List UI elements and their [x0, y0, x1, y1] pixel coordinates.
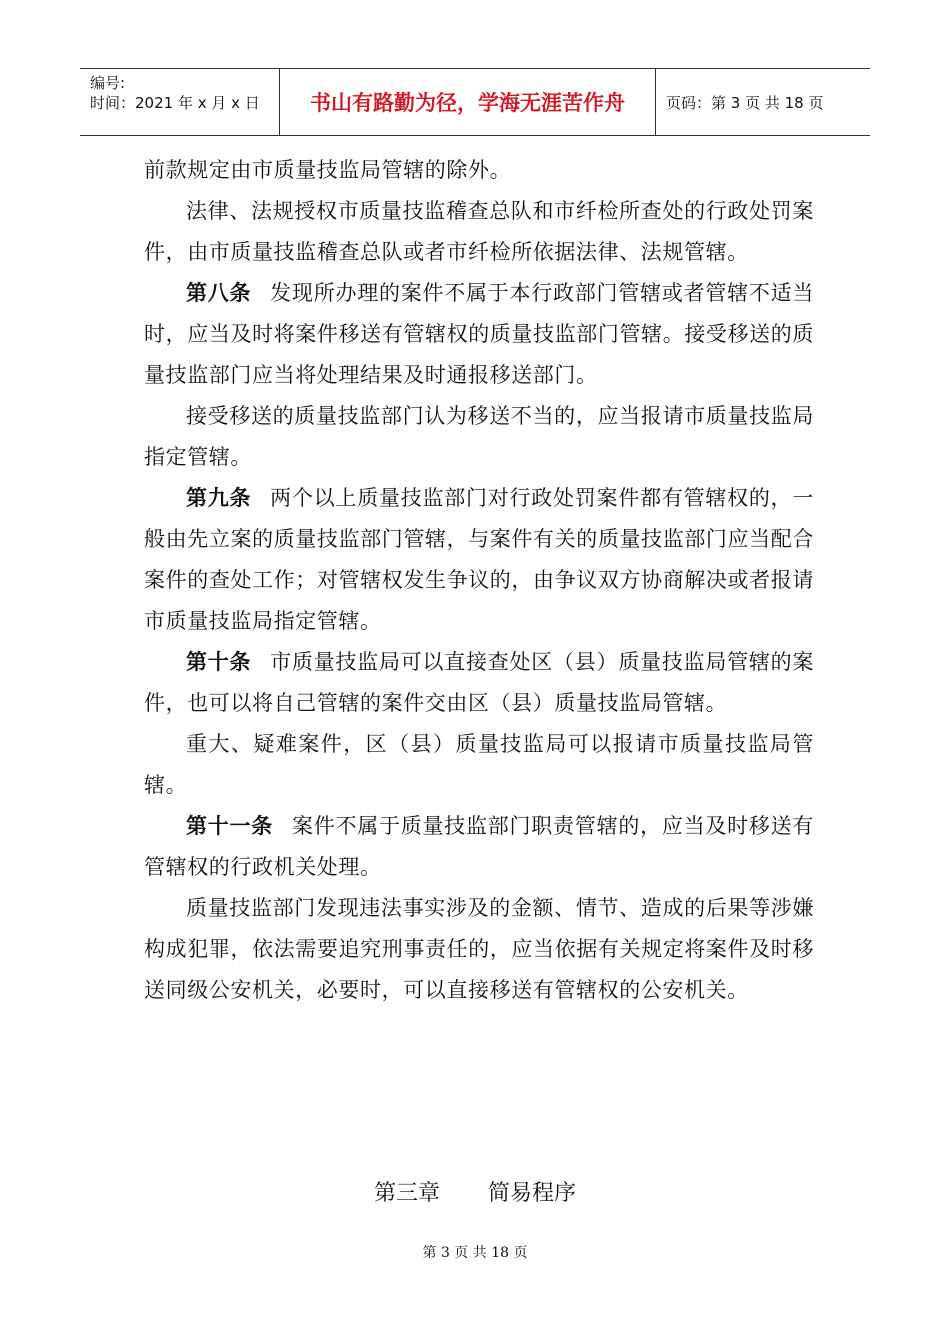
document-number-label: 编号: — [90, 74, 126, 92]
paragraph — [144, 191, 814, 273]
paragraph-text: 法律、法规授权市质量技监稽查总队和市纤检所查处的行政处罚案件，由市质量技监稽查总队或者市纤检所依据法律、法规管辖。 — [144, 199, 814, 264]
article-number: 第十条 — [186, 650, 252, 674]
header-page-info: 页码：第 3 页 共 18 页 — [666, 93, 824, 112]
paragraph-text: 重大、疑难案件，区（县）质量技监局可以报请市质量技监局管辖。 — [144, 732, 814, 797]
article-paragraph — [144, 806, 814, 888]
article-paragraph — [144, 478, 814, 642]
article-number: 第八条 — [186, 281, 252, 305]
paragraph-text: 前款规定由市质量技监局管辖的除外。 — [144, 158, 512, 182]
page-footer: 第 3 页 共 18 页 — [422, 1245, 528, 1261]
article-number: 第十一条 — [186, 814, 274, 838]
chapter-title: 简易程序 — [488, 1181, 577, 1206]
paragraph-text: 发现所办理的案件不属于本行政部门管辖或者管辖不适当时，应当及时将案件移送有管辖权的质量技监部门管辖。接受移送的质量技监部门应当将处理结果及时通报移送部门。 — [144, 281, 814, 387]
paragraph — [144, 724, 814, 806]
paragraph-text: 接受移送的质量技监部门认为移送不当的，应当报请市质量技监局指定管辖。 — [144, 404, 814, 469]
page-header — [80, 68, 870, 136]
paragraph — [144, 150, 814, 191]
chapter-heading — [0, 1174, 950, 1214]
article-number: 第九条 — [186, 486, 252, 510]
article-paragraph — [144, 273, 814, 396]
paragraph-text: 两个以上质量技监部门对行政处罚案件都有管辖权的，一般由先立案的质量技监部门管辖，与案件有关的质量技监部门应当配合案件的查处工作；对管辖权发生争议的，由争议双方协商解决或者报请市质量技监局指定管辖。 — [144, 486, 814, 633]
paragraph-text: 质量技监部门发现违法事实涉及的金额、情节、造成的后果等涉嫌构成犯罪，依法需要追究刑事责任的，应当依据有关规定将案件及时移送同级公安机关，必要时，可以直接移送有管辖权的公安机关。 — [144, 896, 814, 1002]
paragraph-text: 案件不属于质量技监部门职责管辖的，应当及时移送有管辖权的行政机关处理。 — [144, 814, 814, 879]
header-motto: 书山有路勤为径，学海无涯苦作舟 — [280, 69, 656, 135]
header-meta — [80, 69, 280, 135]
chapter-number: 第三章 — [373, 1181, 440, 1206]
document-body — [144, 150, 814, 1011]
paragraph — [144, 396, 814, 478]
document-date: 时间：2021 年 x 月 x 日 — [90, 94, 260, 112]
article-paragraph — [144, 642, 814, 724]
paragraph-text: 市质量技监局可以直接查处区（县）质量技监局管辖的案件，也可以将自己管辖的案件交由区（县）质量技监局管辖。 — [144, 650, 814, 715]
paragraph — [144, 888, 814, 1011]
